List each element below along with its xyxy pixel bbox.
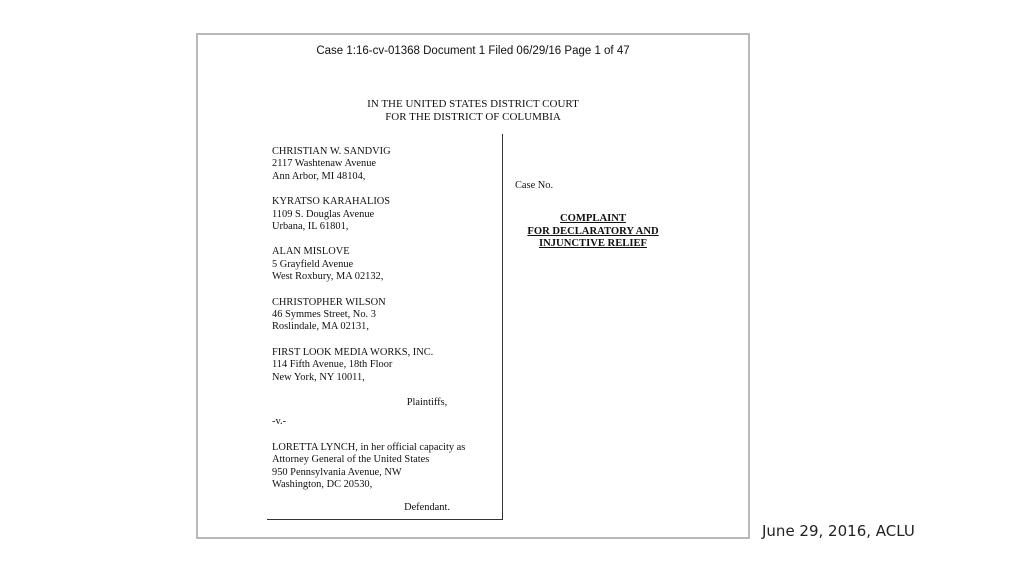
plaintiff-name: KYRATSO KARAHALIOS: [272, 196, 391, 208]
plaintiff-city: Ann Arbor, MI 48104,: [272, 170, 366, 182]
defendant-title: Attorney General of the United States: [272, 454, 430, 466]
plaintiff-address: 5 Grayfield Avenue: [272, 258, 354, 270]
court-line-2: FOR THE DISTRICT OF COLUMBIA: [385, 111, 561, 123]
defendant-label: Defendant.: [404, 501, 450, 513]
defendant-city: Washington, DC 20530,: [272, 479, 373, 491]
plaintiff-address: 1109 S. Douglas Avenue: [272, 208, 375, 220]
complaint-title: [503, 213, 683, 251]
case-caption-parties: [272, 146, 502, 514]
plaintiff-block: [272, 196, 502, 233]
versus-label: -v.-: [272, 415, 287, 427]
plaintiff-name: ALAN MISLOVE: [272, 246, 350, 258]
plaintiffs-label: Plaintiffs,: [406, 397, 448, 409]
document-page: [196, 33, 750, 539]
plaintiff-address: 114 Fifth Avenue, 18th Floor: [272, 359, 393, 371]
plaintiff-block: [272, 146, 502, 183]
plaintiff-block: [272, 347, 502, 384]
plaintiff-city: New York, NY 10011,: [272, 371, 365, 383]
court-title: [198, 98, 748, 124]
plaintiff-city: West Roxbury, MA 02132,: [272, 271, 384, 283]
plaintiff-name: CHRISTIAN W. SANDVIG: [272, 146, 391, 157]
caption-divider-vertical: [502, 134, 503, 519]
court-line-1: IN THE UNITED STATES DISTRICT COURT: [367, 98, 579, 110]
complaint-line-1: COMPLAINT: [560, 213, 626, 224]
defendant-block: [272, 442, 502, 492]
defendant-name: LORETTA LYNCH, in her official capacity as: [272, 441, 466, 453]
plaintiff-block: [272, 246, 502, 283]
complaint-line-2: FOR DECLARATORY AND: [527, 225, 659, 237]
plaintiff-address: 46 Symmes Street, No. 3: [272, 309, 376, 321]
plaintiff-name: CHRISTOPHER WILSON: [272, 296, 386, 308]
plaintiff-block: [272, 297, 502, 334]
caption-divider-horizontal: [267, 519, 503, 520]
defendant-address: 950 Pennsylvania Avenue, NW: [272, 466, 402, 478]
plaintiff-city: Urbana, IL 61801,: [272, 221, 349, 233]
case-number-label: Case No.: [515, 180, 554, 191]
plaintiff-city: Roslindale, MA 02131,: [272, 321, 369, 333]
slide-caption: June 29, 2016, ACLU: [762, 522, 915, 540]
plaintiff-address: 2117 Washtenaw Avenue: [272, 158, 377, 170]
plaintiff-name: FIRST LOOK MEDIA WORKS, INC.: [272, 346, 434, 358]
filing-header: Case 1:16-cv-01368 Document 1 Filed 06/29/16 Page 1 of 47: [316, 45, 630, 57]
complaint-line-3: INJUNCTIVE RELIEF: [538, 238, 648, 249]
